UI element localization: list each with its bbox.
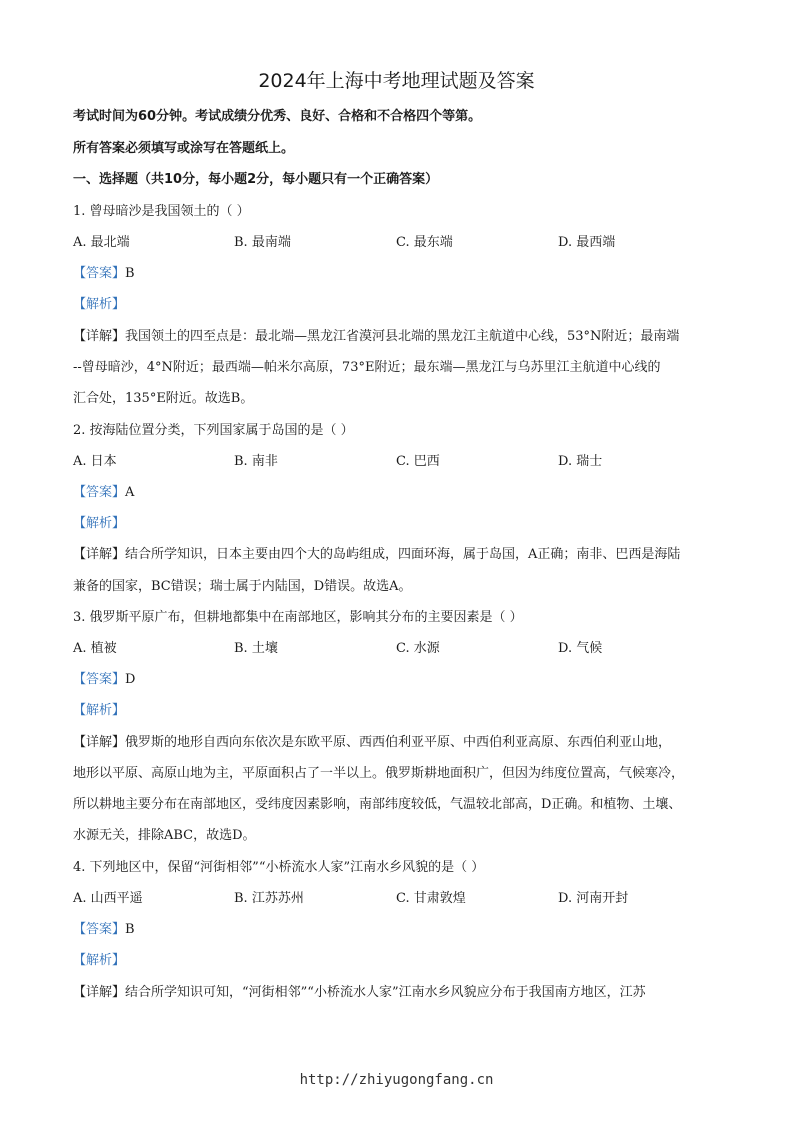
answer-line <box>73 265 135 283</box>
option-c: C. 最东端 <box>396 235 453 250</box>
answer-label: 【答案】 <box>73 922 126 937</box>
question-stem: 1. 曾母暗沙是我国领土的（ ） <box>73 204 250 219</box>
option-b: B. 土壤 <box>234 641 278 656</box>
option-b: B. 南非 <box>234 454 278 469</box>
answer-line <box>73 921 135 939</box>
option-a: A. 最北端 <box>73 235 130 250</box>
option-d: D. 最西端 <box>558 235 616 250</box>
option-c: C. 甘肃敦煌 <box>396 891 466 906</box>
detail-label: 【详解】 <box>73 547 126 562</box>
detail-line <box>73 984 646 1002</box>
option-d: D. 瑞士 <box>558 454 603 469</box>
analysis-label: 【解析】 <box>73 953 126 968</box>
option-c: C. 巴西 <box>396 454 440 469</box>
detail-line: 所以耕地主要分布在南部地区，受纬度因素影响，南部纬度较低，气温较北部高，D正确。和植物、土壤、 <box>73 797 682 812</box>
option-a: A. 山西平遥 <box>73 891 143 906</box>
option-a: A. 日本 <box>73 454 117 469</box>
answer-value: B <box>125 922 135 937</box>
detail-text: 结合所学知识可知，“河街相邻”“小桥流水人家”江南水乡风貌应分布于我国南方地区，江苏 <box>125 985 646 1000</box>
page-title: 2024年上海中考地理试题及答案 <box>258 70 535 92</box>
answer-line <box>73 484 134 502</box>
option-a: A. 植被 <box>73 641 117 656</box>
detail-line: 水源无关，排除ABC，故选D。 <box>73 828 256 843</box>
analysis-label: 【解析】 <box>73 297 126 312</box>
detail-label: 【详解】 <box>73 329 126 344</box>
detail-line: 兼备的国家，BC错误；瑞士属于内陆国，D错误。故选A。 <box>73 579 412 594</box>
answer-label: 【答案】 <box>73 485 126 500</box>
analysis-label: 【解析】 <box>73 703 126 718</box>
detail-line: 汇合处，135°E附近。故选B。 <box>73 391 254 406</box>
option-d: D. 河南开封 <box>558 891 629 906</box>
detail-text: 我国领土的四至点是：最北端—黑龙江省漠河县北端的黑龙江主航道中心线，53°N附近；最南端 <box>125 329 680 344</box>
answer-label: 【答案】 <box>73 672 126 687</box>
answer-value: A <box>125 485 135 500</box>
detail-line <box>73 734 671 752</box>
option-b: B. 最南端 <box>234 235 291 250</box>
section-heading: 一、选择题（共10分，每小题2分，每小题只有一个正确答案） <box>73 172 439 187</box>
analysis-label: 【解析】 <box>73 516 126 531</box>
detail-text: 结合所学知识，日本主要由四个大的岛屿组成，四面环海，属于岛国，A正确；南非、巴西是海陆 <box>125 547 681 562</box>
answer-line <box>73 671 135 689</box>
detail-label: 【详解】 <box>73 735 126 750</box>
detail-label: 【详解】 <box>73 985 126 1000</box>
option-d: D. 气候 <box>558 641 603 656</box>
detail-text: 俄罗斯的地形自西向东依次是东欧平原、西西伯利亚平原、中西伯利亚高原、东西伯利亚山地， <box>125 735 672 750</box>
option-b: B. 江苏苏州 <box>234 891 304 906</box>
question-stem: 2. 按海陆位置分类，下列国家属于岛国的是（ ） <box>73 423 354 438</box>
answer-sheet-note: 所有答案必须填写或涂写在答题纸上。 <box>73 141 295 156</box>
detail-line: 地形以平原、高原山地为主，平原面积占了一半以上。俄罗斯耕地面积广，但因为纬度位置高，气候寒冷， <box>73 766 685 781</box>
answer-value: B <box>125 266 135 281</box>
answer-value: D <box>125 672 136 687</box>
exam-time-note: 考试时间为60分钟。考试成绩分优秀、良好、合格和不合格四个等第。 <box>73 109 482 124</box>
question-stem: 3. 俄罗斯平原广布，但耕地都集中在南部地区，影响其分布的主要因素是（ ） <box>73 610 523 625</box>
detail-line <box>73 546 680 564</box>
detail-line <box>73 328 679 346</box>
footer-url[interactable]: http://zhiyugongfang.cn <box>299 1072 494 1088</box>
question-stem: 4. 下列地区中，保留“河街相邻”“小桥流水人家”江南水乡风貌的是（ ） <box>73 860 485 875</box>
answer-label: 【答案】 <box>73 266 126 281</box>
detail-line: --曾母暗沙，4°N附近；最西端—帕米尔高原，73°E附近；最东端—黑龙江与乌苏里江主航道中心线的 <box>73 360 661 375</box>
option-c: C. 水源 <box>396 641 440 656</box>
